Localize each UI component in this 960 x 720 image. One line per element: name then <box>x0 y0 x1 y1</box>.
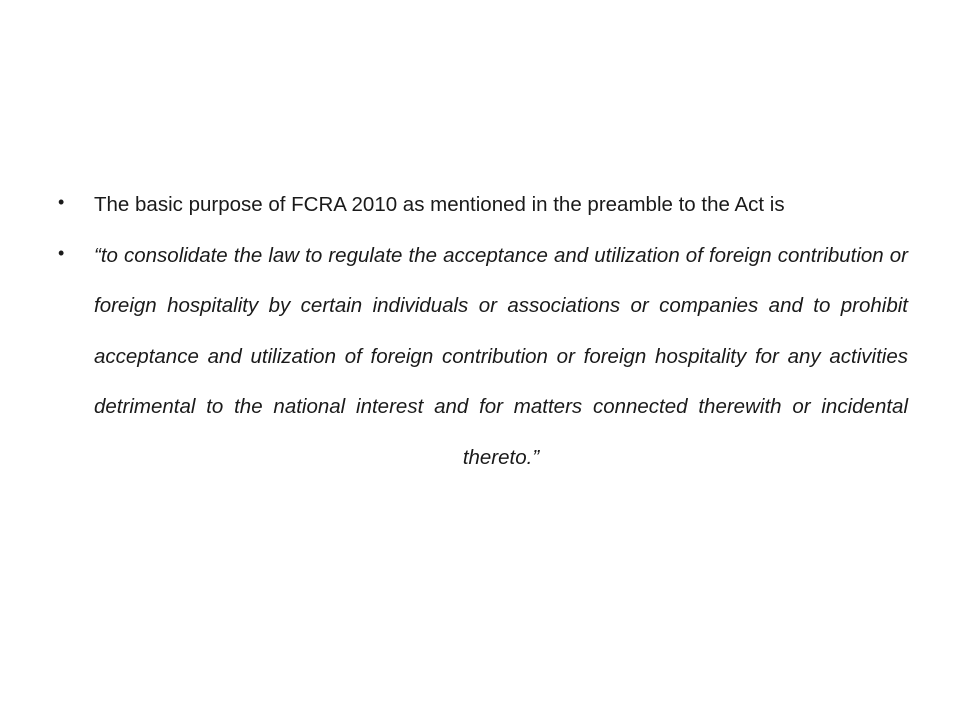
purpose-statement: The basic purpose of FCRA 2010 as mentioned in the preamble to the Act is <box>94 193 785 216</box>
bullet-marker: • <box>58 242 65 263</box>
bullet-item-preamble-quote <box>58 231 908 484</box>
bullet-item-purpose <box>58 180 908 231</box>
preamble-quote: “to consolidate the law to regulate the acceptance and utilization of foreign contribution or foreign hospitality by certain individuals or associations or companies and to prohibit acceptance and utilization of foreign contribution or foreign hospitality for any activities detrimental to the national interest and for matters connected therewith or incidental thereto.” <box>94 243 908 469</box>
bullet-list <box>58 180 908 483</box>
bullet-marker: • <box>58 192 65 212</box>
